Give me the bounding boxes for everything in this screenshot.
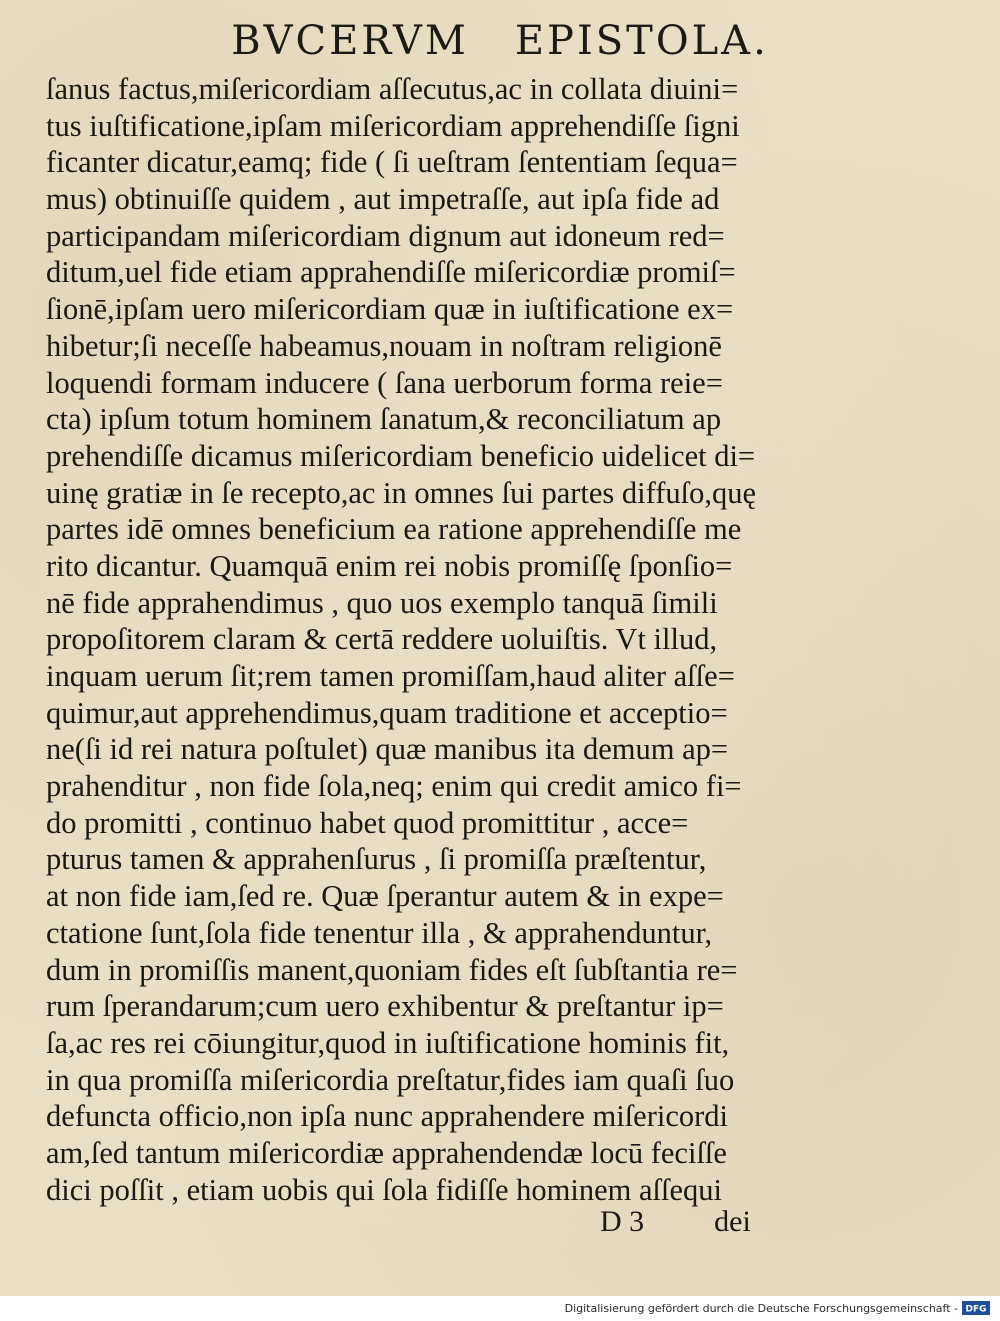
page-signature-line [600,1205,751,1239]
text-line: ſionē,ipſam uero miſericordiam quæ in iuſtificatione ex= [46,292,734,327]
text-line: rum ſperandarum;cum uero exhibentur & preſtantur ip= [46,989,724,1024]
text-line: do promitti , continuo habet quod promittitur , acce= [46,805,689,840]
text-line: in qua promiſſa miſericordia preſtatur,fides iam quaſi ſuo [46,1062,735,1097]
page-body-text [46,71,826,1208]
text-line: ctatione ſunt,ſola fide tenentur illa , & apprahenduntur, [46,915,713,950]
text-line: am,ſed tantum miſericordiæ apprahendendæ locū feciſſe [46,1135,727,1170]
text-line: inquam uerum ſit;rem tamen promiſſam,haud aliter aſſe= [46,659,735,693]
dfg-logo-icon [962,1301,990,1315]
text-line: prahenditur , non fide ſola,neq; enim qui credit amico fi= [46,769,742,804]
text-line: ſanus factus,miſericordiam aſſecutus,ac in collata diuini= [46,72,739,106]
text-line: propoſitorem claram & certā reddere uoluiſtis. Vt illud, [46,622,718,657]
running-head-right: EPISTOLA. [514,18,769,64]
text-line: ficanter dicatur,eamq; fide ( ſi ueſtram ſententiam ſequa= [46,145,738,180]
text-line: ſa,ac res rei cōiungitur,quod in iuſtificatione hominis fit, [46,1025,730,1060]
text-line: cta) ipſum totum hominem ſanatum,& reconciliatum ap [46,402,722,437]
text-line: pturus tamen & apprahenſurus , ſi promiſſa præſtentur, [46,842,707,877]
signature-mark: D 3 [600,1205,645,1238]
text-line: dici poſſit , etiam uobis qui ſola fidiſſe hominem aſſequi [46,1172,722,1207]
text-line: mus) obtinuiſſe quidem , aut impetraſſe, aut ipſa fide ad [46,182,720,217]
text-line: loquendi formam inducere ( ſana uerborum forma reie= [46,365,723,400]
catchword: dei [714,1205,751,1238]
digitization-footer [0,1296,1000,1321]
text-line: ditum,uel fide etiam apprahendiſſe miſericordiæ promiſ= [46,255,736,290]
text-line: quimur,aut apprehendimus,quam traditione et acceptio= [46,695,728,730]
text-line: defuncta officio,non ipſa nunc apprahendere miſericordi [46,1099,729,1134]
text-line: tus iuſtificatione,ipſam miſericordiam apprehendiſſe ſigni [46,108,740,143]
running-head-left: BVCERVM [231,18,469,64]
text-line: partes idē omnes beneficium ea ratione apprehendiſſe me [46,512,742,547]
text-line: prehendiſſe dicamus miſericordiam beneficio uidelicet di= [46,438,756,473]
text-line: dum in promiſſis manent,quoniam fides eſt ſubſtantia re= [46,952,738,987]
text-line: uinę gratiæ in ſe recepto,ac in omnes ſui partes diffuſo,quę [46,475,757,510]
text-line: hibetur;ſi neceſſe habeamus,nouam in noſtram religionē [46,328,722,363]
text-line: at non fide iam,ſed re. Quæ ſperantur autem & in expe= [46,879,724,914]
text-line: participandam miſericordiam dignum aut idoneum red= [46,218,725,253]
dfg-logo-text: DFG [965,1304,987,1315]
text-line: ne(ſi id rei natura poſtulet) quæ manibus ita demum ap= [46,732,729,767]
text-line: nē fide apprahendimus , quo uos exemplo tanquā ſimili [46,585,718,620]
footer-credit-text: Digitalisierung gefördert durch die Deutsche Forschungsgemeinschaft - [564,1302,958,1315]
text-line: rito dicantur. Quamquā enim rei nobis promiſſę ſponſio= [46,548,733,583]
running-head [0,18,1000,64]
